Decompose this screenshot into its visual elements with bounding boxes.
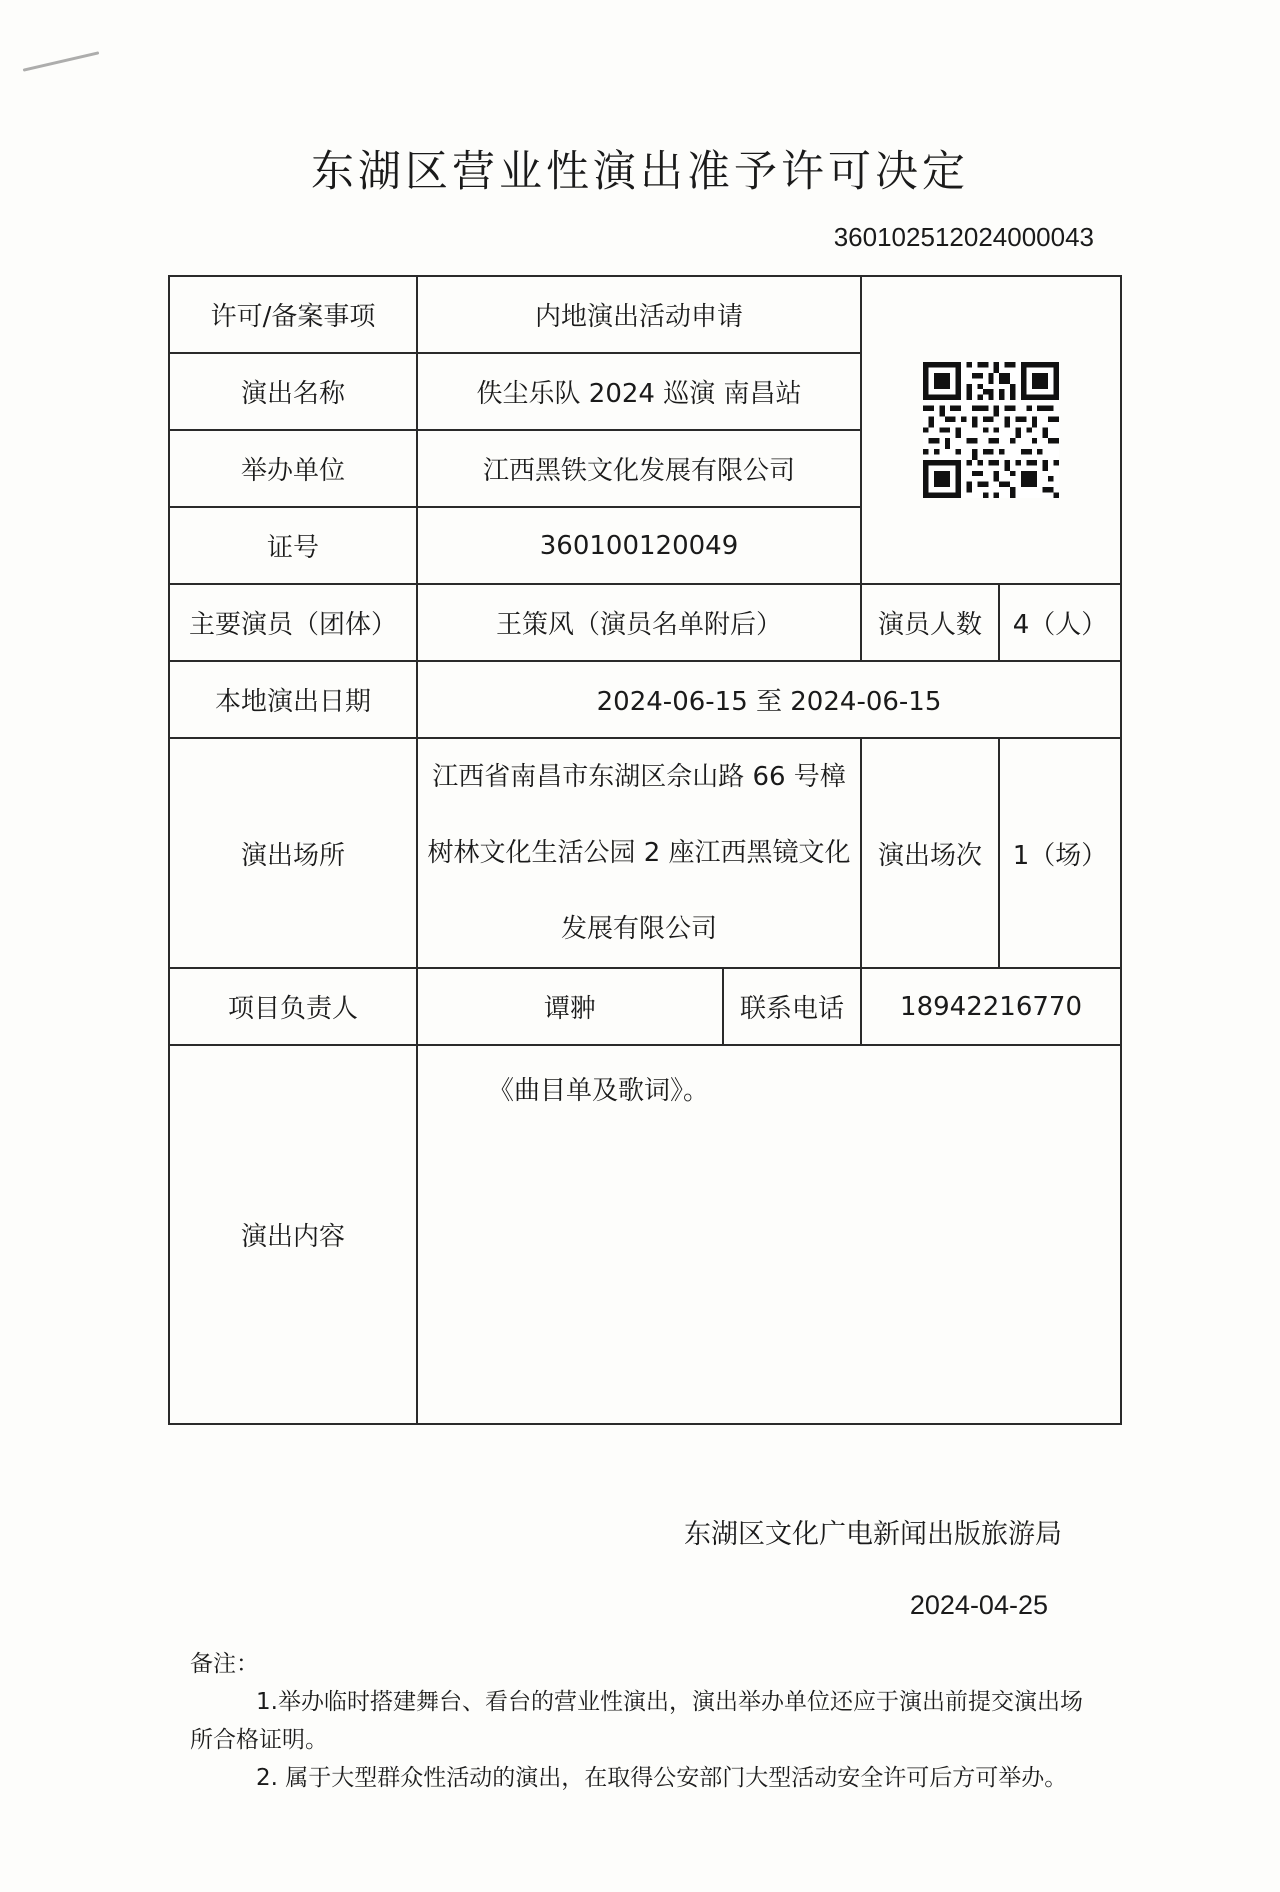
show-date-label: 本地演出日期 [169, 661, 417, 738]
note-item: 2. 属于大型群众性活动的演出，在取得公安部门大型活动安全许可后方可举办。 [256, 1765, 1068, 1791]
organizer-value: 江西黑铁文化发展有限公司 [417, 430, 861, 507]
manager-value: 谭翀 [417, 968, 723, 1045]
manager-label: 项目负责人 [169, 968, 417, 1045]
permit-table [168, 275, 1122, 1425]
notes-heading: 备注： [190, 1651, 259, 1677]
table-row [169, 738, 1121, 968]
issuing-agency: 东湖区文化广电新闻出版旅游局 [684, 1519, 1062, 1550]
sessions-value: 1（场） [999, 738, 1121, 968]
content-label: 演出内容 [169, 1045, 417, 1424]
show-name-label: 演出名称 [169, 353, 417, 430]
item-type-value: 内地演出活动申请 [417, 276, 861, 353]
table-row [169, 584, 1121, 661]
main-performer-value: 王策风（演员名单附后） [417, 584, 861, 661]
main-performer-label: 主要演员（团体） [169, 584, 417, 661]
table-row [169, 968, 1121, 1045]
document-title: 东湖区营业性演出准予许可决定 [311, 147, 969, 197]
license-no-value: 360100120049 [417, 507, 861, 584]
notes-section [190, 1645, 1100, 1797]
sessions-label: 演出场次 [861, 738, 999, 968]
issue-date: 2024-04-25 [909, 1590, 1048, 1620]
qr-code-cell [861, 276, 1121, 584]
phone-label: 联系电话 [723, 968, 861, 1045]
pen-mark [23, 51, 100, 71]
qr-code-icon [923, 362, 1059, 498]
venue-label: 演出场所 [169, 738, 417, 968]
show-date-value: 2024-06-15 至 2024-06-15 [417, 661, 1121, 738]
content-value: 《曲目单及歌词》。 [417, 1045, 1121, 1424]
note-item: 1.举办临时搭建舞台、看台的营业性演出，演出举办单位还应于演出前提交演出场所合格证明。 [190, 1689, 1083, 1753]
phone-value: 18942216770 [861, 968, 1121, 1045]
show-name-value: 佚尘乐队 2024 巡演 南昌站 [417, 353, 861, 430]
performer-count-value: 4（人） [999, 584, 1121, 661]
table-row [169, 276, 1121, 353]
item-type-label: 许可/备案事项 [169, 276, 417, 353]
performer-count-label: 演员人数 [861, 584, 999, 661]
organizer-label: 举办单位 [169, 430, 417, 507]
table-row [169, 1045, 1121, 1424]
license-no-label: 证号 [169, 507, 417, 584]
venue-value: 江西省南昌市东湖区佘山路 66 号樟树林文化生活公园 2 座江西黑镜文化发展有限公司 [417, 738, 861, 968]
table-row [169, 661, 1121, 738]
document-number: 360102512024000043 [833, 222, 1094, 252]
